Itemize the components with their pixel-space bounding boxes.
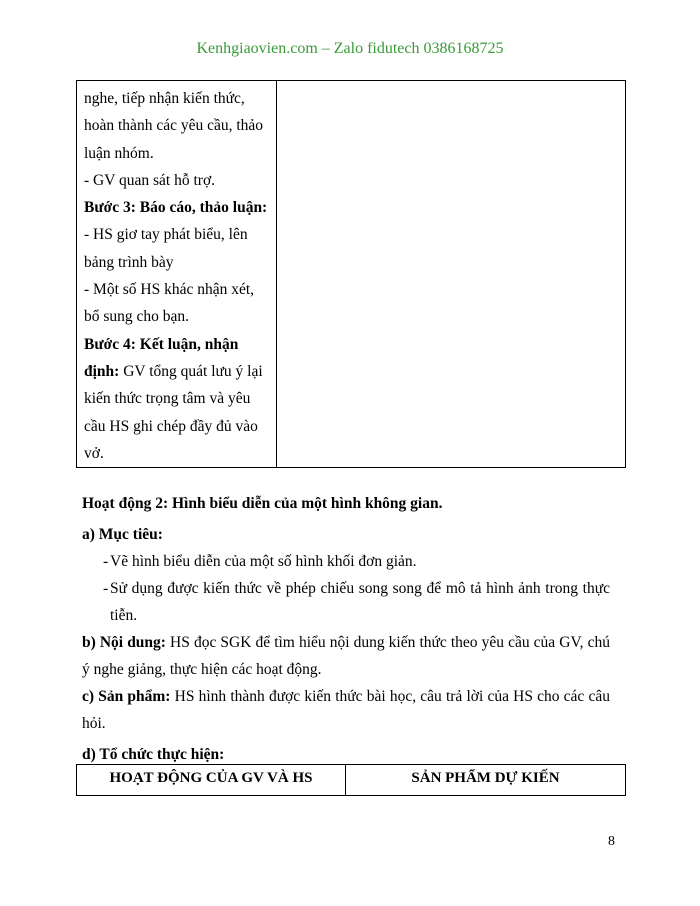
content-label: b) Nội dung: [82, 634, 166, 651]
activity-section [82, 490, 610, 768]
product-paragraph [82, 683, 610, 737]
teacher-student-cell [77, 81, 277, 468]
text-line: luận nhóm. [84, 144, 154, 162]
product-label: c) Sản phẩm: [82, 688, 171, 705]
column-header-activities: HOẠT ĐỘNG CỦA GV VÀ HS [77, 765, 346, 796]
text-line: cầu HS ghi chép đầy đủ vào [84, 417, 258, 435]
list-item: - Vẽ hình biểu diễn của một số hình khối đơn giản. [82, 548, 610, 575]
text-line: - HS giơ tay phát biểu, lên [84, 226, 248, 244]
step4-text: GV tổng quát lưu ý lại [119, 362, 263, 380]
step4-title-cont: định: [84, 362, 120, 380]
step4-line [84, 358, 269, 385]
header-site[interactable]: Kenhgiaovien.com [196, 40, 318, 57]
content-text: HS đọc SGK để tìm hiểu nội dung kiến thức theo yêu cầu của GV, chú ý nghe giảng, thực hiện các hoạt động. [82, 634, 610, 678]
text-line: hoàn thành các yêu cầu, thảo [84, 117, 264, 135]
list-item: - Sử dụng được kiến thức về phép chiếu song song để mô tả hình ảnh trong thực tiễn. [82, 575, 610, 629]
text-line: kiến thức trọng tâm và yêu [84, 390, 251, 408]
content-paragraph [82, 629, 610, 683]
product-text: HS hình thành được kiến thức bài học, câu trả lời của HS cho các câu hỏi. [82, 688, 610, 732]
page-header [0, 40, 700, 58]
page-number: 8 [608, 834, 615, 849]
product-cell [277, 81, 626, 468]
text-line: bảng trình bày [84, 253, 174, 271]
header-contact: Zalo fidutech 0386168725 [333, 40, 504, 57]
objective-list [82, 548, 610, 629]
organization-label: d) Tổ chức thực hiện: [82, 746, 225, 763]
text-line: nghe, tiếp nhận kiến thức, [84, 90, 245, 107]
text-line: - Một số HS khác nhận xét, [84, 281, 255, 299]
column-header-products: SẢN PHẨM DỰ KIẾN [346, 765, 626, 796]
activity-table-continued [76, 80, 626, 468]
activity-table-header [76, 764, 626, 796]
objective-label: a) Mục tiêu: [82, 526, 163, 543]
text-line: bổ sung cho bạn. [84, 308, 190, 326]
text-line: - GV quan sát hỗ trợ. [84, 171, 216, 189]
header-separator: – [317, 40, 334, 57]
step4-title: Bước 4: Kết luận, nhận [84, 335, 239, 353]
text-line: vở. [84, 444, 104, 462]
step3-title: Bước 3: Báo cáo, thảo luận: [84, 199, 268, 217]
activity-title: Hoạt động 2: Hình biểu diễn của một hình không gian. [82, 495, 443, 512]
